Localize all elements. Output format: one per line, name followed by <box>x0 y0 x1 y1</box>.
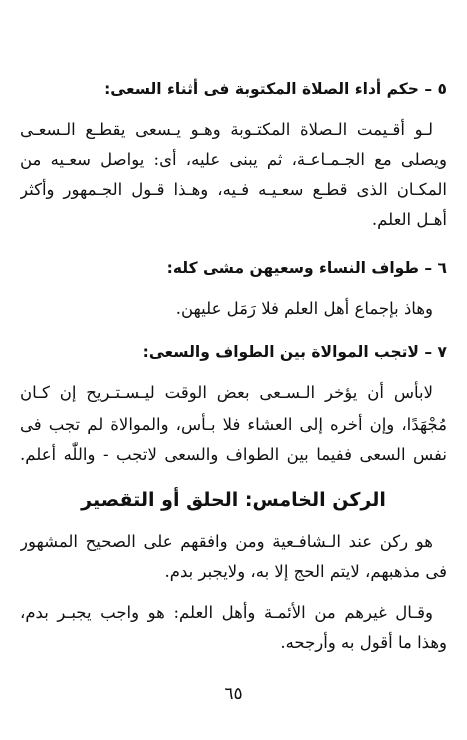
paragraph-5-line-4: أهـل العلم. <box>371 210 447 229</box>
paragraph-5-line-3: المكـان الذى قطـع سعـيـه فـيه، وهـذا قـول الجـمهور وأكثر <box>20 180 447 199</box>
paragraph-9-line-1: وقـال غيرهم من الأئمـة وأهل العلم: هو واجب يجبـر بدم، <box>20 603 433 622</box>
paragraph-5-line-1: لـو أقـيمت الـصلاة المكتـوبة وهـو يـسعى يقطـع الـسعـى <box>20 120 433 139</box>
paragraph-8-line-1: هو ركن عند الـشافـعية ومن وافقهم على الصحيح المشهور <box>20 532 433 551</box>
heading-item-7: ٧ – لاتجب الموالاة بين الطواف والسعى: <box>142 343 447 361</box>
paragraph-5-line-2: ويصلى مع الجـمـاعـة، ثم يبنى عليه، أى: يواصل سعـيه من <box>20 150 447 169</box>
paragraph-6-line-1: وهاذ بإجماع أهل العلم فلا رَمَل عليهن. <box>175 299 433 318</box>
heading-item-5: ٥ – حكم أداء الصلاة المكتوبة فى أثناء السعى: <box>104 80 447 98</box>
paragraph-7-line-3: نفس السعى ففيما بين الطواف والسعى لاتجب - واللّٰه أعلم. <box>20 445 447 464</box>
paragraph-7-line-2: مُجْهَدًا، وإن أخره إلى العشاء فلا بـأس، والموالاة لم تجب فى <box>20 415 447 434</box>
paragraph-7-line-1: لابأس أن يؤخر الـسـعى بعض الوقت ليـسـتـريح إن كـان <box>20 383 433 402</box>
heading-item-6: ٦ – طواف النساء وسعيهن مشى كله: <box>166 259 447 277</box>
section-title-fifth-pillar: الركن الخامس: الحلق أو التقصير <box>81 489 386 511</box>
paragraph-8-line-2: فى مذهبهم، لايتم الحج إلا به، ولايجبر بدم. <box>164 562 447 581</box>
page-number: ٦٥ <box>224 684 243 704</box>
paragraph-9-line-2: وهذا ما أقول به وأرجحه. <box>280 633 447 652</box>
